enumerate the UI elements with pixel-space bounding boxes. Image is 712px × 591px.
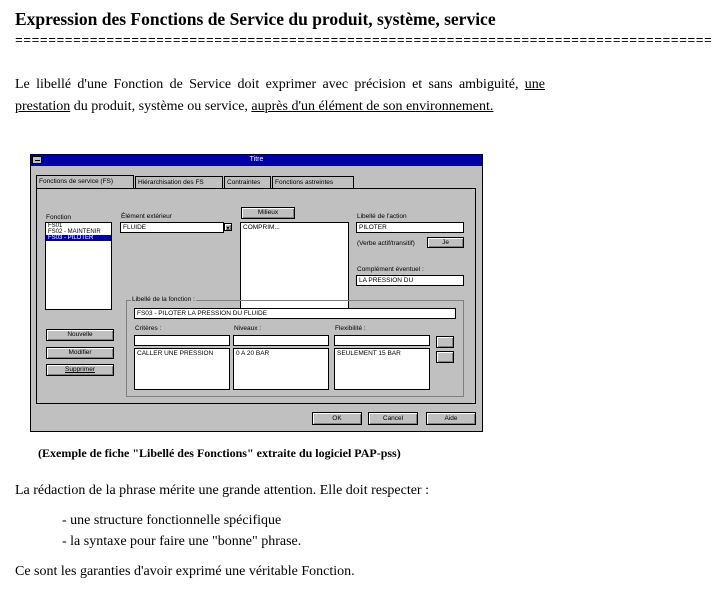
niveaux-input[interactable] xyxy=(233,335,329,346)
flexibilite-list[interactable] xyxy=(334,348,430,390)
verbe-button[interactable]: Je xyxy=(427,237,464,248)
criteres-label: Critères : xyxy=(135,325,162,332)
verbe-label: (Verbe actif/transitif) xyxy=(357,240,415,247)
remove-button[interactable] xyxy=(436,351,454,363)
complement-value: LA PRESSION DU xyxy=(359,277,414,284)
tab-hierarchisation[interactable]: Hiérarchisation des FS xyxy=(135,176,223,188)
complement-label: Complément éventuel : xyxy=(357,266,424,273)
supprimer-button[interactable]: Supprimer xyxy=(46,364,114,376)
criteres-input[interactable] xyxy=(134,335,230,346)
chevron-down-icon[interactable]: ▾ xyxy=(224,223,232,231)
window-titlebar xyxy=(31,155,482,166)
milieux-item[interactable]: COMPRIM... xyxy=(243,224,280,231)
complement-input[interactable] xyxy=(356,275,464,286)
add-button[interactable] xyxy=(436,336,454,348)
nouvelle-button[interactable]: Nouvelle xyxy=(46,329,114,341)
criteres-item[interactable]: CALLER UNE PRESSION xyxy=(137,350,214,357)
element-select[interactable] xyxy=(120,222,224,233)
libelle-fonction-label: Libellé de la fonction : xyxy=(132,296,195,303)
cancel-button[interactable]: Cancel xyxy=(368,412,418,425)
list-item: - la syntaxe pour faire une "bonne" phrase. xyxy=(62,534,302,549)
milieux-list[interactable] xyxy=(240,222,349,310)
niveaux-list[interactable] xyxy=(233,348,329,390)
tab-contraintes[interactable]: Contraintes xyxy=(224,176,271,188)
fonction-list[interactable] xyxy=(45,222,112,310)
environnement-link[interactable]: auprès d'un élément de son environnement. xyxy=(251,99,494,114)
prestation-link[interactable]: une prestation xyxy=(15,77,545,114)
flexibilite-input[interactable] xyxy=(334,335,430,346)
flexibilite-label: Flexibilité : xyxy=(335,325,366,332)
fonction-item[interactable]: FS01 xyxy=(48,223,63,229)
intro-paragraph xyxy=(15,74,545,118)
libelle-action-value: PILOTER xyxy=(359,224,387,231)
milieux-button[interactable]: Milieux xyxy=(241,207,295,219)
criteres-list[interactable] xyxy=(134,348,230,390)
fonction-label: Fonction xyxy=(46,214,71,221)
list-item: - une structure fonctionnelle spécifique xyxy=(62,513,282,528)
flexibilite-item[interactable]: SEULEMENT 15 BAR xyxy=(337,350,401,357)
conclusion-paragraph: Ce sont les garanties d'avoir exprimé une véritable Fonction. xyxy=(15,564,355,579)
libelle-fonction-input[interactable] xyxy=(134,308,456,319)
title-rule: ==================================================================================== xyxy=(15,33,712,48)
fonction-item-selected[interactable]: FS03 - PILOTER xyxy=(46,235,111,241)
niveaux-label: Niveaux : xyxy=(234,325,262,332)
intro-text-1: Le libellé d'une Fonction de Service doit exprimer avec précision et sans ambiguité, xyxy=(15,77,525,92)
element-label: Élément extérieur xyxy=(121,213,172,220)
modifier-button[interactable]: Modifier xyxy=(46,347,114,359)
screenshot-caption: (Exemple de fiche "Libellé des Fonctions" extraite du logiciel PAP-pss) xyxy=(38,446,401,460)
fonction-item[interactable]: FS02 - MAINTENIR xyxy=(48,229,101,235)
tab-fonctions-astreintes[interactable]: Fonctions astreintes xyxy=(272,176,354,188)
libelle-fonction-value: FS03 - PILOTER LA PRESSION DU FLUIDE xyxy=(137,310,268,317)
libelle-action-input[interactable] xyxy=(356,222,464,233)
tab-fonctions-service[interactable]: Fonctions de service (FS) xyxy=(36,175,134,188)
intro-text-2: du produit, système ou service, xyxy=(70,99,252,114)
window-title: Titre xyxy=(249,156,264,163)
page-title: Expression des Fonctions de Service du produit, système, service xyxy=(15,9,496,29)
element-value: FLUIDE xyxy=(123,224,147,231)
aide-button[interactable]: Aide xyxy=(426,412,476,425)
redaction-paragraph: La rédaction de la phrase mérite une grande attention. Elle doit respecter : xyxy=(15,483,429,498)
ok-button[interactable]: OK xyxy=(312,412,362,425)
niveaux-item[interactable]: 0 A 20 BAR xyxy=(236,350,270,357)
software-screenshot xyxy=(30,154,483,432)
libelle-action-label: Libellé de l'action xyxy=(357,213,407,220)
